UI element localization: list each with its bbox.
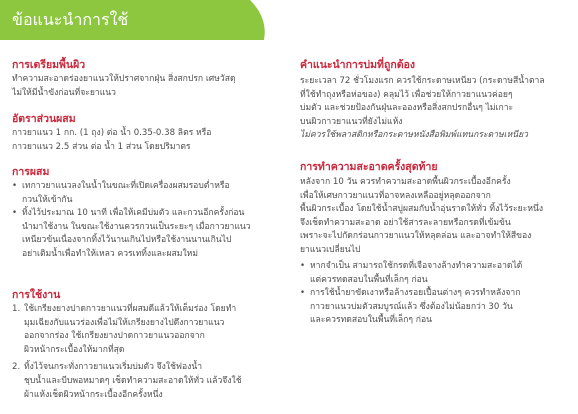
- text-line: ทิ้งไว้จนกระทั่งกาวยาแนวเริ่มบ่มตัว จึงใช้ฟองน้ำ: [24, 362, 203, 373]
- text-line: แต่ควรทดสอบในพื้นที่เล็กๆ ก่อน: [310, 274, 428, 285]
- paragraph-surface-prep: [12, 73, 280, 100]
- text-line: การใช้น้ำยาขัดเงาหรือล้างรอยเปื้อนต่างๆ ควรทำหลังจาก: [310, 288, 521, 299]
- list-item: [12, 303, 280, 357]
- text-line: กาวยาแนวบ่มตัวสมบูรณ์แล้ว ซึ่งต้องไม่น้อยกว่า 30 วัน: [310, 301, 513, 312]
- text-line: บ่มตัว และช่วยป้องกันฝุ่นละอองหรือสิ่งสกปรกอื่นๆ ไม่เกาะ: [300, 103, 514, 114]
- bullet-dot-icon: •: [300, 288, 306, 299]
- list-item: [12, 180, 280, 207]
- text-line: หลังจาก 10 วัน ควรทำความสะอาดพื้นผิวกระเบื้องอีกครั้ง: [300, 177, 511, 187]
- list-number: 2.: [12, 362, 21, 373]
- bullet-dot-icon: •: [12, 181, 18, 191]
- corner-curve-decoration: [242, 0, 272, 40]
- text-line: เหนียวข้นเนื่องจากทิ้งไว้นานเกินไปหรือใช้งานนานเกินไป: [22, 235, 232, 246]
- text-line: ทำความสะอาดร่องยาแนวให้ปราศจากฝุ่น สิ่งสกปรก เศษวัสดุ: [12, 74, 236, 84]
- text-line: และควรทดสอบในพื้นที่เล็กๆ ก่อน: [310, 315, 432, 326]
- text-line: มุมเฉียงกับแนวร่องเพื่อไม่ให้เกรียงยางไปดึงกาวยาแนว: [24, 317, 225, 328]
- list-item: [12, 207, 280, 261]
- text-line: ผิวหน้ากระเบื้องให้มากที่สุด: [24, 344, 125, 355]
- text-line: ที่ใช้ทำถุงหรือห่อของ) คลุมไว้ เพื่อช่วยให้กาวยาแนวค่อยๆ: [300, 89, 513, 100]
- text-line: ระยะเวลา 72 ชั่วโมงแรก ควรใช้กระดาษเหนียว (กระดาษสีน้ำตาล: [300, 76, 545, 86]
- text-line: กาวยาแนว 2.5 ส่วน ต่อ น้ำ 1 ส่วน โดยปริมาตร: [12, 141, 191, 152]
- mixing-bullet-list: [12, 180, 280, 262]
- text-line: หากจำเป็น สามารถใช้กรดที่เจือจางล้างทำความสะอาดได้: [310, 261, 523, 271]
- list-item: [300, 287, 570, 328]
- text-line: นำมาใช้งาน ในขณะใช้งานควรกวนเป็นระยะๆ เมื่อกาวยาแนว: [22, 221, 251, 232]
- text-line: ยาแนวเปลี่ยนไป: [300, 244, 361, 255]
- text-line: จึงเช็ดทำความสะอาด อย่าใช้สารละลายหรือกรดที่เข้มข้น: [300, 217, 511, 228]
- heading-mixing: การผสม: [12, 166, 50, 178]
- heading-usage: การใช้งาน: [12, 289, 61, 301]
- usage-numbered-list: [12, 303, 280, 402]
- text-line: กาวยาแนว 1 กก. (1 ถุง) ต่อ น้ำ 0.35-0.38 ลิตร หรือ: [12, 128, 212, 138]
- paragraph-curing: [300, 75, 570, 143]
- paragraph-final-cleaning: [300, 176, 570, 258]
- text-line: ออกจากร่อง ใช้เกรียงยางปาดกาวยาแนวออกจาก: [24, 331, 205, 342]
- curing-note: ไม่ควรใช้พลาสติกหรือกระดาษหนังสือพิมพ์แทนกระดาษเหนียว: [300, 130, 528, 141]
- list-number: 1.: [12, 304, 21, 314]
- heading-final-cleaning: การทำความสะอาดครั้งสุดท้าย: [300, 161, 438, 173]
- section-header-bar: [0, 0, 272, 40]
- bullet-dot-icon: •: [300, 261, 306, 271]
- list-item: [300, 260, 570, 287]
- text-line: ไม่ให้มีน้ำขังก่อนที่จะยาแนว: [12, 87, 116, 98]
- list-item: [12, 361, 280, 402]
- heading-surface-prep: การเตรียมพื้นผิว: [12, 59, 86, 71]
- bullet-dot-icon: •: [12, 208, 18, 219]
- section-title: ข้อแนะนำการใช้: [12, 10, 129, 29]
- heading-mix-ratio: อัตราส่วนผสม: [12, 113, 76, 125]
- text-line: ผ้าแห้งเช็ดผิวหน้ากระเบื้องอีกครั้งหนึ่ง: [24, 389, 163, 400]
- text-line: ทิ้งไว้ประมาณ 10 นาที เพื่อให้เคมีบ่มตัว และกวนอีกครั้งก่อน: [22, 208, 245, 219]
- text-line: ใช้เกรียงยางปาดกาวยาแนวที่ผสมดีแล้วให้เต็มร่อง โดยทำ: [24, 304, 237, 314]
- text-line: เพราะจะไปกัดกร่อนกาวยาแนวให้หลุดล่อน และอาจทำให้สีของ: [300, 231, 532, 242]
- text-line: บนผิวกาวยาแนวที่ยังไม่แห้ง: [300, 116, 403, 127]
- text-line: เพื่อให้เศษกาวยาแนวที่อาจหลงเหลืออยู่หลุดออกจาก: [300, 190, 491, 201]
- text-line: กวนให้เข้ากัน: [22, 194, 73, 205]
- heading-curing: คำแนะนำการบ่มที่ถูกต้อง: [300, 59, 415, 71]
- text-line: เทกาวยาแนวลงในน้ำในขณะที่เปิดเครื่องผสมรอบต่ำหรือ: [22, 181, 230, 191]
- text-line: ชุบน้ำและบีบพอหมาดๆ เช็ดทำความสะอาดให้ทั่ว แล้วจึงใช้: [24, 375, 242, 386]
- final-cleaning-bullet-list: [300, 260, 570, 328]
- text-line: อย่าเติมน้ำเพื่อทำให้เหลว ควรเททิ้งและผสมใหม่: [22, 248, 198, 259]
- paragraph-mix-ratio: [12, 127, 280, 154]
- text-line: พื้นผิวกระเบื้อง โดยใช้น้ำสบู่ผสมกับน้ำอุ่นราดให้ทั่ว ทิ้งไว้ระยะหนึ่ง: [300, 204, 544, 215]
